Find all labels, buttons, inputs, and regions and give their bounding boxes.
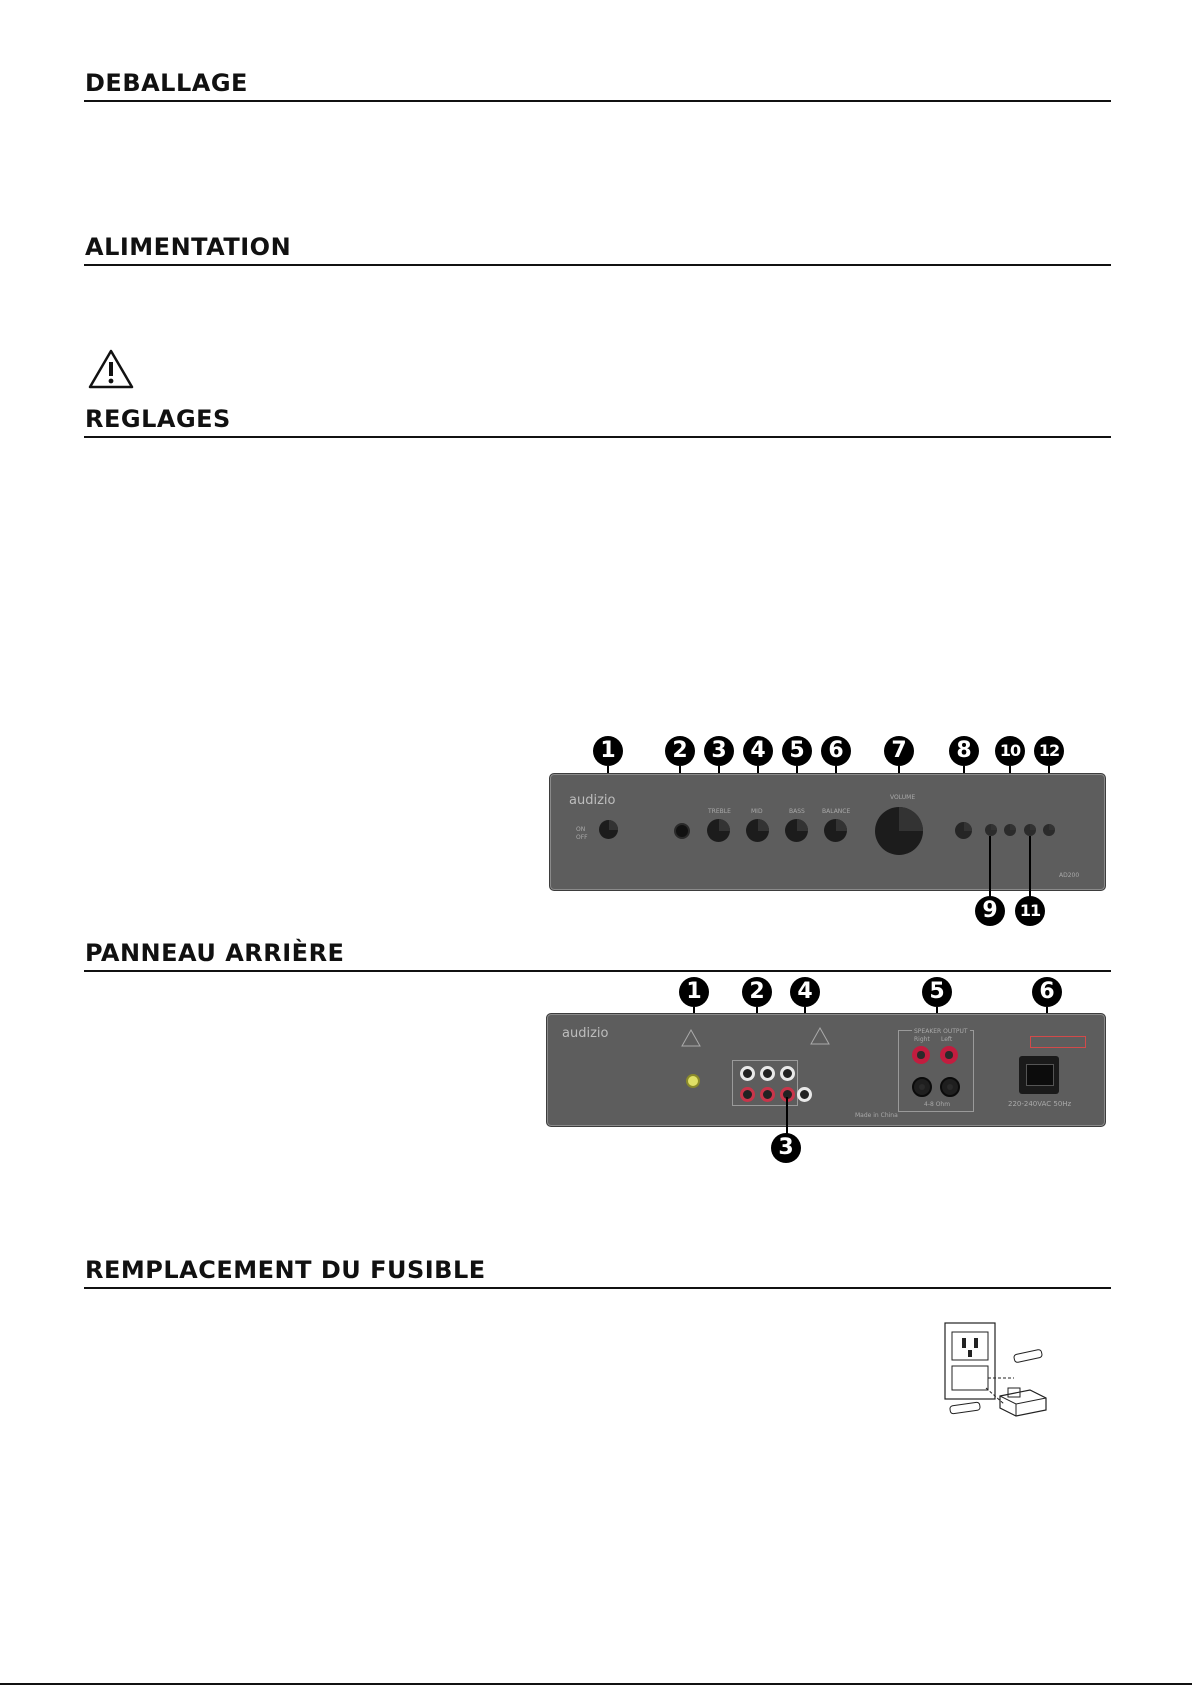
balance-knob [824,819,847,842]
mode-button-11 [1024,824,1036,836]
callout-front-1: 1 [593,736,623,766]
callout-rear-4: 4 [790,977,820,1007]
speaker-terminal-left-red [940,1046,958,1064]
callout-rear-1: 1 [679,977,709,1007]
bass-label: BASS [789,808,805,815]
section-title-rear-panel: PANNEAU ARRIÈRE [84,938,1111,972]
subwoofer-out [797,1087,812,1102]
callout-front-9: 9 [975,896,1005,926]
fuse-holder-icon [944,1322,1050,1418]
power-on-label: ON [576,826,586,833]
callout-front-10: 10 [995,736,1025,766]
treble-knob [707,819,730,842]
callout-front-3: 3 [704,736,734,766]
callout-rear-6: 6 [1032,977,1062,1007]
power-switch [599,820,618,839]
callout-front-4: 4 [743,736,773,766]
callout-front-2: 2 [665,736,695,766]
mains-rating-label: 220-240VAC 50Hz [1008,1100,1072,1108]
section-title-unpacking: DEBALLAGE [84,68,1111,102]
section-title-controls: REGLAGES [84,404,1111,438]
input-button [955,822,972,839]
warning-triangle-icon [88,348,134,390]
iec-power-socket [1019,1056,1059,1094]
callout-front-7: 7 [884,736,914,766]
rear-panel-brand: audizio [562,1026,609,1041]
speaker-output-label: SPEAKER OUTPUT [914,1028,968,1035]
front-panel-brand: audizio [569,793,616,808]
impedance-label: 4-8 Ohm [924,1101,951,1108]
mid-label: MID [751,808,763,815]
section-title-power: ALIMENTATION [84,232,1111,266]
section-title-fuse: REMPLACEMENT DU FUSIBLE [84,1255,1111,1289]
rca-input-right-red [740,1087,755,1102]
ground-terminal [686,1074,700,1088]
callout-front-5: 5 [782,736,812,766]
callout-rear-2: 2 [742,977,772,1007]
serial-label-box [1030,1036,1086,1048]
volume-knob [875,807,923,855]
speaker-right-label: Right [914,1036,930,1043]
mode-button-10 [1004,824,1016,836]
callout-front-6: 6 [821,736,851,766]
callout-rear-5: 5 [922,977,952,1007]
model-label: AD200 [1059,872,1080,879]
treble-label: TREBLE [708,808,731,815]
mode-button-9 [985,824,997,836]
speaker-terminal-left-black [940,1077,960,1097]
rca-input-left-white [760,1066,775,1081]
power-off-label: OFF [576,834,588,841]
bass-knob [785,819,808,842]
mode-button-12 [1043,824,1055,836]
callout-rear-3: 3 [771,1133,801,1163]
callout-front-11: 11 [1015,896,1045,926]
callout-front-8: 8 [949,736,979,766]
rca-input-left-white [740,1066,755,1081]
balance-label: BALANCE [822,808,851,815]
warning-triangle-icon [809,1026,831,1046]
speaker-terminal-right-black [912,1077,932,1097]
made-in-label: Made in China [855,1112,898,1119]
speaker-left-label: Left [941,1036,953,1043]
speaker-output-group [898,1030,974,1112]
speaker-terminal-right-red [912,1046,930,1064]
warning-triangle-icon [680,1028,702,1048]
headphone-jack [674,823,690,839]
mid-knob [746,819,769,842]
callout-front-12: 12 [1034,736,1064,766]
rca-input-right-red [760,1087,775,1102]
volume-label: VOLUME [890,794,916,801]
rca-line-out-left [780,1066,795,1081]
